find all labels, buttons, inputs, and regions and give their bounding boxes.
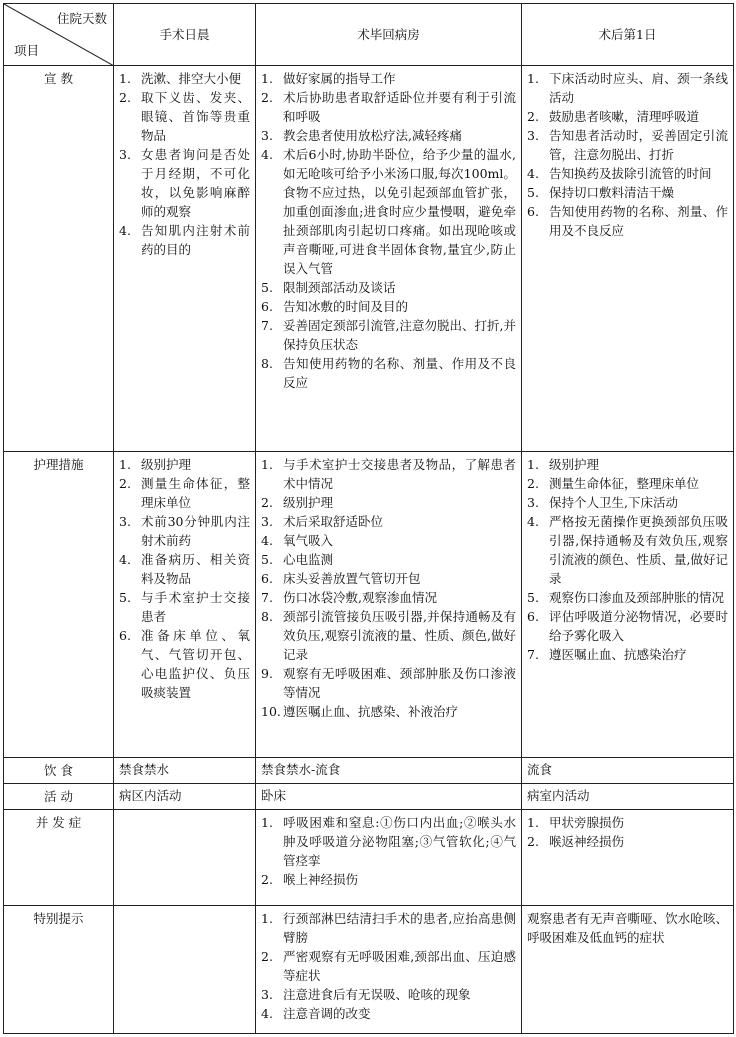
item-number: 1.: [261, 457, 273, 472]
list-item: [261, 664, 516, 702]
item-text: 术后6小时,协助半卧位，给予少量的温水,如无呛咳可给予小米汤口服,每次100ml。食物不应过热，以免引起颈部血管扩张，加重创面渗血;进食时应少量慢咽，避免牵扯颈部肌肉引起切口疼痛。如出现呛咳或声音嘶哑,可进食半固体食物,量宜少,防止误入气管: [283, 147, 516, 276]
item-list: [261, 813, 516, 889]
item-number: 5.: [261, 552, 273, 567]
item-text: 测量生命体征，整理床单位: [141, 476, 250, 510]
list-item: [261, 607, 516, 664]
list-item: [261, 588, 516, 607]
item-text: 颈部引流管接负压吸引器,并保持通畅及有效负压,观察引流液的量、性质、颜色,做好记录: [283, 609, 516, 662]
item-number: 9.: [261, 666, 273, 681]
row-diet: [4, 758, 734, 784]
item-number: 2.: [527, 109, 539, 124]
list-item: [527, 607, 728, 645]
list-item: [119, 626, 250, 702]
item-number: 3.: [119, 514, 131, 529]
item-text: 告知患者活动时，妥善固定引流管，注意勿脱出、打折: [549, 128, 728, 162]
item-text: 甲状旁腺损伤: [549, 815, 625, 830]
item-text: 观察有无呼吸困难、颈部肿胀及伤口渗液等情况: [283, 666, 516, 700]
cell-activity-day1: 病室内活动: [522, 784, 734, 810]
cell-notes-day1: [522, 906, 734, 1034]
item-number: 3.: [527, 495, 539, 510]
item-text: 下床活动时应头、肩、颈一条线活动: [549, 71, 728, 105]
item-number: 5.: [527, 590, 539, 605]
row-label-diet: 饮 食: [4, 758, 114, 784]
item-number: 1.: [261, 911, 273, 926]
item-text: 教会患者使用放松疗法,减轻疼痛: [283, 128, 462, 143]
item-text: 级别护理: [141, 457, 192, 472]
item-text: 告知使用药物的名称、剂量、作用及不良反应: [549, 204, 728, 238]
item-text: 准备病历、相关资料及物品: [141, 552, 250, 586]
item-text: 保持切口敷料清洁干燥: [549, 185, 675, 200]
row-complication: [4, 810, 734, 906]
list-item: [261, 909, 516, 947]
item-text: 告知肌内注射术前药的目的: [141, 223, 250, 257]
list-item: [527, 512, 728, 588]
list-item: [527, 645, 728, 664]
list-item: [261, 813, 516, 870]
cell-care-day1: [522, 452, 734, 758]
item-text: 与手术室护士交接患者及物品，了解患者术中情况: [283, 457, 516, 491]
item-list: [119, 69, 250, 259]
item-text: 洗漱、排空大小便: [141, 71, 242, 86]
item-list: [261, 69, 516, 392]
item-text: 告知使用药物的名称、剂量、作用及不良反应: [283, 356, 516, 390]
item-number: 1.: [527, 71, 539, 86]
item-number: 6.: [261, 571, 273, 586]
item-number: 4.: [527, 166, 539, 181]
list-item: [527, 183, 728, 202]
item-number: 2.: [261, 949, 273, 964]
list-item: [527, 813, 728, 832]
item-number: 1.: [261, 71, 273, 86]
item-list: [527, 813, 728, 851]
item-number: 7.: [527, 647, 539, 662]
cell-complication-morning: [114, 810, 256, 906]
list-item: [527, 107, 728, 126]
item-text: 伤口冰袋冷敷,观察渗血情况: [283, 590, 437, 605]
item-number: 8.: [261, 609, 273, 624]
item-text: 术后协助患者取舒适卧位并要有利于引流和呼吸: [283, 90, 516, 124]
item-text: 取下义齿、发夹、眼镜、首饰等贵重物品: [141, 90, 250, 143]
list-item: [527, 588, 728, 607]
item-text: 限制颈部活动及谈话: [283, 280, 396, 295]
item-number: 3.: [261, 987, 273, 1002]
list-item: [527, 493, 728, 512]
list-item: [261, 88, 516, 126]
item-text: 喉上神经损伤: [283, 872, 359, 887]
item-text: 注意进食后有无误吸、呛咳的现象: [283, 987, 471, 1002]
list-item: [261, 985, 516, 1004]
cell-diet-return: 禁食禁水-流食: [256, 758, 522, 784]
item-number: 6.: [527, 204, 539, 219]
item-number: 3.: [261, 514, 273, 529]
cell-care-morning: [114, 452, 256, 758]
list-item: [261, 531, 516, 550]
item-number: 3.: [527, 128, 539, 143]
cell-edu-day1: [522, 66, 734, 452]
item-number: 2.: [261, 872, 273, 887]
item-number: 1.: [119, 457, 131, 472]
list-item: [261, 278, 516, 297]
item-number: 6.: [119, 628, 131, 643]
list-item: [527, 164, 728, 183]
item-number: 2.: [527, 834, 539, 849]
list-item: [119, 145, 250, 221]
item-number: 5.: [119, 590, 131, 605]
cell-edu-morning: [114, 66, 256, 452]
item-number: 2.: [119, 476, 131, 491]
list-item: [527, 69, 728, 107]
corner-top-label: 住院天数: [56, 11, 107, 26]
item-number: 4.: [261, 533, 273, 548]
item-text: 行颈部淋巴结清扫手术的患者,应抬高患侧臂膀: [283, 911, 516, 945]
list-item: [261, 493, 516, 512]
item-text: 遵医嘱止血、抗感染治疗: [549, 647, 687, 662]
list-item: [261, 569, 516, 588]
item-number: 1.: [261, 815, 273, 830]
item-text: 喉返神经损伤: [549, 834, 625, 849]
item-text: 呼吸困难和窒息:①伤口内出血;②喉头水肿及呼吸道分泌物阻塞;③气管软化;④气管痉挛: [283, 815, 516, 868]
row-care: [4, 452, 734, 758]
item-number: 3.: [261, 128, 273, 143]
item-list: [261, 909, 516, 1023]
row-notes: [4, 906, 734, 1034]
corner-bottom-label: 项目: [14, 43, 40, 58]
cell-activity-morning: 病区内活动: [114, 784, 256, 810]
list-item: [261, 947, 516, 985]
item-number: 7.: [261, 590, 273, 605]
item-number: 1.: [119, 71, 131, 86]
list-item: [261, 702, 516, 721]
item-text: 严格按无菌操作更换颈部负压吸引器,保持通畅及有效负压,观察引流液的颜色、性质、量,做好记录: [549, 514, 728, 586]
item-text: 告知冰敷的时间及目的: [283, 299, 409, 314]
item-text: 鼓励患者咳嗽，清理呼吸道: [549, 109, 700, 124]
item-number: 4.: [261, 147, 273, 162]
item-text: 术后采取舒适卧位: [283, 514, 384, 529]
item-text: 评估呼吸道分泌物情况，必要时给予雾化吸入: [549, 609, 728, 643]
item-list: [261, 455, 516, 721]
item-text: 术前30分钟肌内注射术前药: [141, 514, 250, 548]
row-label-complication: 并 发 症: [4, 810, 114, 906]
list-item: [527, 474, 728, 493]
item-number: 1.: [527, 815, 539, 830]
list-item: [261, 550, 516, 569]
notes-day1-text: 观察患者有无声音嘶哑、饮水呛咳、呼吸困难及低血钙的症状: [527, 911, 728, 945]
list-item: [527, 202, 728, 240]
item-number: 5.: [261, 280, 273, 295]
item-text: 保持个人卫生,下床活动: [549, 495, 678, 510]
list-item: [261, 145, 516, 278]
list-item: [261, 316, 516, 354]
list-item: [261, 512, 516, 531]
item-text: 做好家属的指导工作: [283, 71, 396, 86]
item-number: 6.: [527, 609, 539, 624]
list-item: [527, 126, 728, 164]
list-item: [119, 588, 250, 626]
item-text: 与手术室护士交接患者: [141, 590, 250, 624]
item-text: 严密观察有无呼吸困难,颈部出血、压迫感等症状: [283, 949, 516, 983]
cell-notes-morning: [114, 906, 256, 1034]
item-text: 准备床单位、氧气、气管切开包、心电监护仪、负压吸痰装置: [141, 628, 250, 700]
item-number: 10.: [261, 704, 281, 719]
list-item: [261, 297, 516, 316]
item-number: 3.: [119, 147, 131, 162]
item-list: [527, 455, 728, 664]
list-item: [261, 1004, 516, 1023]
row-label-education: 宣 教: [4, 66, 114, 452]
list-item: [261, 870, 516, 889]
item-text: 级别护理: [549, 457, 600, 472]
item-number: 4.: [119, 223, 131, 238]
item-text: 氧气吸入: [283, 533, 334, 548]
cell-edu-return: [256, 66, 522, 452]
item-list: [527, 69, 728, 240]
item-number: 5.: [527, 185, 539, 200]
item-text: 床头妥善放置气管切开包: [283, 571, 421, 586]
item-number: 7.: [261, 318, 273, 333]
item-text: 女患者询问是否处于月经期，不可化妆，以免影响麻醉师的观察: [141, 147, 250, 219]
care-pathway-table: [3, 3, 734, 1034]
corner-cell: [4, 4, 114, 66]
header-row: [4, 4, 734, 66]
item-text: 遵医嘱止血、抗感染、补液治疗: [283, 704, 459, 719]
item-number: 6.: [261, 299, 273, 314]
cell-care-return: [256, 452, 522, 758]
row-label-notes: 特别提示: [4, 906, 114, 1034]
cell-complication-day1: [522, 810, 734, 906]
item-number: 2.: [527, 476, 539, 491]
item-number: 8.: [261, 356, 273, 371]
item-number: 2.: [261, 90, 273, 105]
column-header-return-ward: 术毕回病房: [256, 4, 522, 66]
row-label-care: 护理措施: [4, 452, 114, 758]
item-number: 4.: [119, 552, 131, 567]
list-item: [119, 474, 250, 512]
row-label-activity: 活 动: [4, 784, 114, 810]
row-education: [4, 66, 734, 452]
item-text: 观察伤口渗血及颈部肿胀的情况: [549, 590, 725, 605]
row-activity: [4, 784, 734, 810]
list-item: [261, 126, 516, 145]
item-number: 4.: [527, 514, 539, 529]
list-item: [119, 455, 250, 474]
list-item: [119, 221, 250, 259]
list-item: [261, 354, 516, 392]
item-number: 2.: [261, 495, 273, 510]
cell-diet-day1: 流食: [522, 758, 734, 784]
cell-complication-return: [256, 810, 522, 906]
item-number: 4.: [261, 1006, 273, 1021]
item-number: 1.: [527, 457, 539, 472]
list-item: [119, 69, 250, 88]
item-text: 测量生命体征，整理床单位: [549, 476, 700, 491]
list-item: [261, 69, 516, 88]
list-item: [119, 550, 250, 588]
item-text: 告知换药及拔除引流管的时间: [549, 166, 712, 181]
list-item: [261, 455, 516, 493]
item-text: 级别护理: [283, 495, 334, 510]
item-list: [119, 455, 250, 702]
column-header-morning: 手术日晨: [114, 4, 256, 66]
list-item: [527, 455, 728, 474]
item-text: 心电监测: [283, 552, 334, 567]
item-number: 2.: [119, 90, 131, 105]
list-item: [527, 832, 728, 851]
cell-notes-return: [256, 906, 522, 1034]
cell-activity-return: 卧床: [256, 784, 522, 810]
item-text: 妥善固定颈部引流管,注意勿脱出、打折,并保持负压状态: [283, 318, 516, 352]
list-item: [119, 88, 250, 145]
column-header-day1: 术后第1日: [522, 4, 734, 66]
list-item: [119, 512, 250, 550]
cell-diet-morning: 禁食禁水: [114, 758, 256, 784]
item-text: 注意音调的改变: [283, 1006, 371, 1021]
